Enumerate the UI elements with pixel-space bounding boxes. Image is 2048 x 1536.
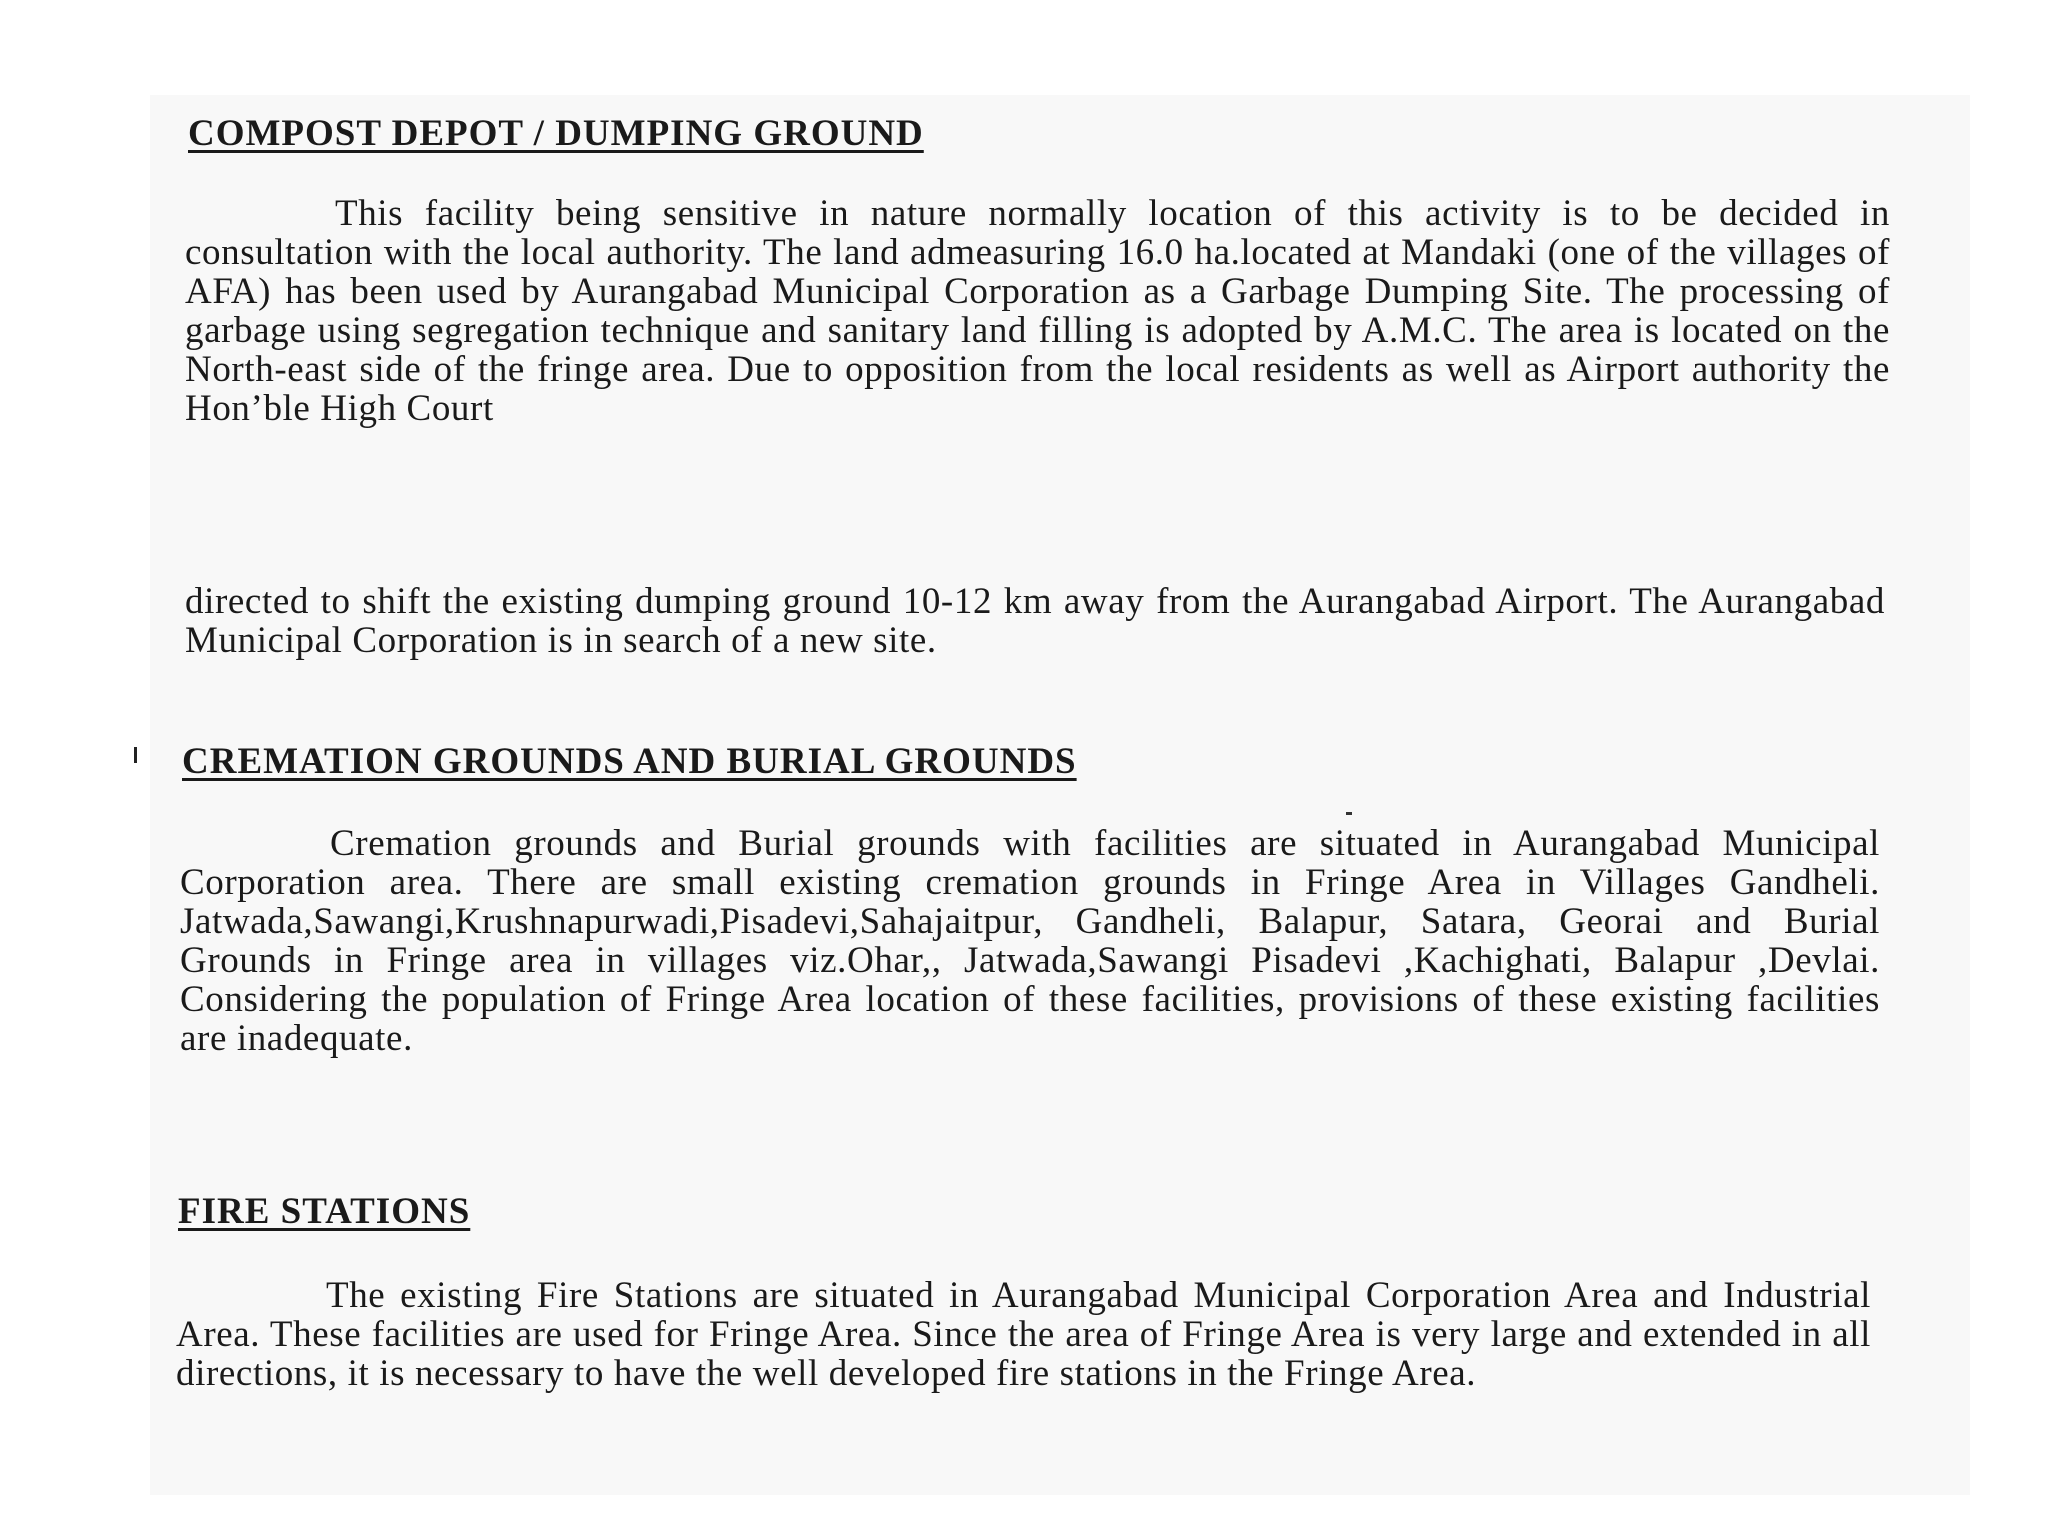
paragraph-cremation-grounds: Cremation grounds and Burial grounds with facilities are situated in Aurangabad Municipal Corporation area. There are small existing cremation grounds in Fringe Area in Villages Gandheli. Jatwada,Sawangi,Krushnapurwadi,Pisadevi,Sahajaitpur, Gandheli, Balapur, Satara, Georai and Burial Grounds in Fringe area in villages viz.Ohar,, Jatwada,Sawangi Pisadevi ,Kachighati, Balapur ,Devlai. Considering the population of Fringe Area location of these facilities, provisions of these existing facilities are inadequate. <box>180 823 1880 1059</box>
heading-fire-stations: FIRE STATIONS <box>178 1191 471 1232</box>
heading-cremation-grounds: CREMATION GROUNDS AND BURIAL GROUNDS <box>182 741 1077 782</box>
scan-margin-mark <box>134 747 137 763</box>
paragraph-fire-stations: The existing Fire Stations are situated in Aurangabad Municipal Corporation Area and Industrial Area. These facilities are used for Fringe Area. Since the area of Fringe Area is very large and extended in all directions, it is necessary to have the well developed fire stations in the Fringe Area. <box>176 1275 1871 1394</box>
heading-compost-depot: COMPOST DEPOT / DUMPING GROUND <box>188 113 924 154</box>
scan-speck <box>1346 812 1352 815</box>
paragraph-compost-depot-1: This facility being sensitive in nature normally location of this activity is to be decided in consultation with the local authority. The land admeasuring 16.0 ha.located at Mandaki (one of the villages of AFA) has been used by Aurangabad Municipal Corporation as a Garbage Dumping Site. The processing of garbage using segregation technique and sanitary land filling is adopted by A.M.C. The area is located on the North-east side of the fringe area. Due to opposition from the local residents as well as Airport authority the Hon’ble High Court <box>185 193 1890 429</box>
paragraph-compost-depot-2: directed to shift the existing dumping ground 10-12 km away from the Aurangabad Airport. The Aurangabad Municipal Corporation is in search of a new site. <box>185 581 1885 661</box>
